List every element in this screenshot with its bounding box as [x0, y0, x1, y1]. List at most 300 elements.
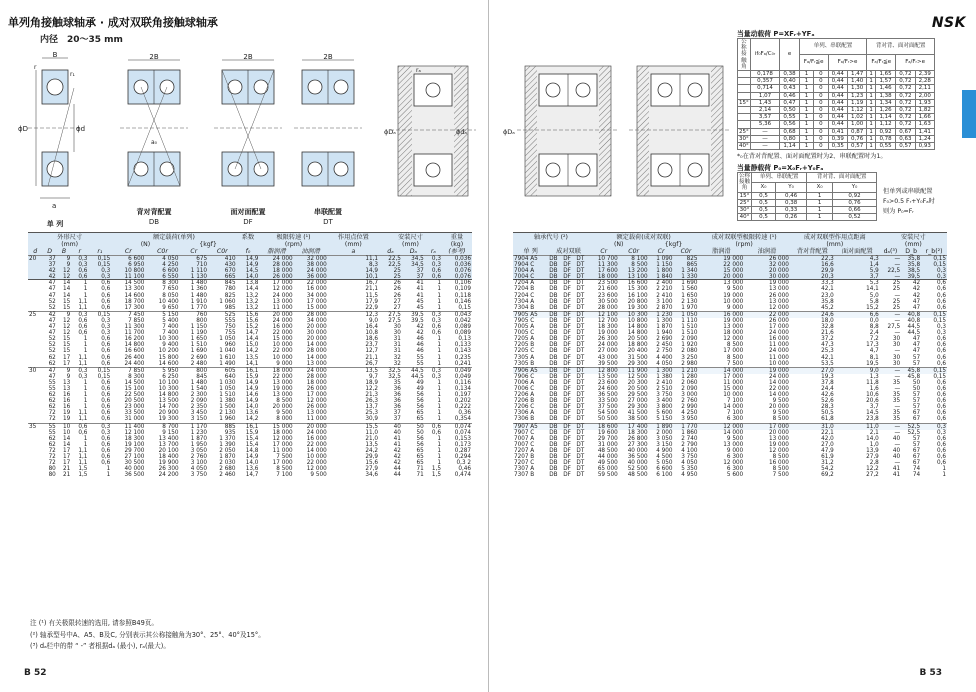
table-cell: 47,3	[821, 342, 834, 349]
factor-cell: 0,52	[833, 214, 877, 221]
factor-cell	[738, 85, 751, 92]
table-cell: 14 000	[306, 354, 327, 361]
table-cell: 1 960	[219, 416, 236, 423]
table-cell: 33 500	[597, 398, 618, 405]
table-cell: 1	[437, 348, 441, 355]
table-cell: 8 500	[726, 342, 744, 349]
table-cell: DT	[576, 379, 585, 386]
table-cell: 15,9	[245, 429, 259, 436]
table-cell: —	[894, 460, 901, 467]
table-cell: 0,6	[101, 280, 111, 287]
table-cell: 26 300	[597, 336, 618, 343]
table-cell: 14,9	[237, 256, 260, 263]
table-cell: 800	[196, 317, 208, 324]
table-cell: DB	[549, 280, 558, 287]
hdr-install-pair-unit: (mm)	[904, 241, 922, 248]
table-cell: 20 000	[294, 423, 328, 430]
table-cell: 80	[48, 466, 56, 473]
table-cell: DT	[576, 292, 585, 299]
table-cell: 9 500	[726, 435, 744, 442]
table-cell: 2 410	[656, 379, 673, 386]
table-cell: 27 100	[124, 454, 145, 460]
factor-cell: 1,66	[915, 114, 934, 121]
table-cell: 4 050	[190, 466, 208, 473]
table-cell: 1	[437, 416, 441, 423]
table-cell: 1	[83, 385, 88, 392]
table-cell: 20 500	[124, 398, 145, 405]
table-cell: 1 040	[219, 348, 236, 355]
table-cell: 25	[892, 286, 901, 293]
table-cell: 1 030	[219, 379, 236, 386]
table-cell: 0,089	[454, 324, 471, 331]
factor-row	[738, 135, 935, 142]
table-cell: 22 000	[272, 330, 293, 337]
table-cell: 1	[83, 336, 88, 343]
table-cell: 19 600	[597, 429, 618, 436]
table-cell: DB	[549, 262, 558, 269]
table-cell: 37	[393, 416, 401, 423]
table-cell: 26 000	[272, 274, 293, 281]
table-cell: 2 760	[190, 454, 208, 460]
factor-cell: 1	[799, 71, 813, 78]
hdr-load-pair-kgf: {kgf}	[664, 241, 683, 248]
table-cell: 13,5	[328, 367, 379, 374]
table-cell: 11 300	[597, 262, 618, 269]
table-cell: 15 000	[306, 304, 327, 311]
factor-cell: 40°	[738, 214, 752, 221]
table-cell: DB	[549, 454, 558, 460]
table-cell: 0,6	[936, 298, 946, 305]
table-cell: 2,8	[869, 460, 879, 467]
hdr-weight-unit: (kg)	[450, 241, 464, 248]
table-cell: 7007 C	[514, 441, 535, 448]
table-cell: 55	[48, 385, 56, 392]
table-cell: 24 000	[259, 256, 293, 263]
table-cell: 46	[416, 348, 424, 355]
table-cell: DB	[548, 423, 562, 430]
factor-cell: 25°	[739, 128, 749, 135]
table-cell: 7006 C	[514, 385, 535, 392]
table-cell: 17 600	[597, 268, 618, 275]
section-tab	[962, 90, 976, 138]
table-cell: 2 050	[219, 447, 236, 454]
factor-cell: 0,92	[875, 128, 895, 135]
table-cell: 1	[437, 292, 441, 299]
table-cell: 0,6	[431, 324, 441, 331]
table-cell: DB	[549, 324, 558, 331]
table-cell: 0,3	[71, 256, 88, 263]
factor-cell: 0	[814, 71, 828, 78]
factor-row	[738, 78, 935, 85]
table-cell: 53,5	[821, 360, 834, 367]
table-cell: 1 110	[190, 268, 208, 275]
table-cell: 34,5	[402, 256, 425, 263]
factor-cell: 1	[799, 92, 813, 99]
table-cell: DB	[549, 348, 558, 355]
table-cell: 0,6	[71, 423, 88, 430]
table-cell: 30 500	[124, 460, 145, 467]
table-cell: 755	[224, 330, 236, 337]
table-cell: 19 000	[723, 317, 744, 324]
factor-cell: 0,44	[828, 85, 847, 92]
table-cell: 10	[62, 429, 71, 436]
table-cell: 4 950	[681, 472, 698, 479]
table-cell: 27 000	[627, 398, 648, 405]
table-cell: 0,134	[454, 385, 471, 392]
table-cell: 14,9	[245, 262, 259, 269]
table-cell: 7306 B	[514, 416, 535, 423]
fac-c1: Fₐ/Fᵣ≦e	[799, 55, 828, 71]
table-cell: 74	[912, 472, 921, 479]
table-cell: 31,0	[790, 423, 835, 430]
table-cell: 0,202	[454, 398, 471, 405]
factor-cell: 1,57	[875, 78, 895, 85]
table-cell: 7004 C	[514, 274, 535, 281]
table-cell: 34 000	[306, 292, 327, 299]
table-cell: 0,042	[454, 317, 471, 324]
table-cell: 14,2	[245, 348, 259, 355]
table-cell: 18,9	[365, 379, 379, 386]
table-cell: 13,7	[365, 404, 379, 411]
fac-single-hdr: 单列、串联配置	[799, 39, 867, 55]
factor-cell: 0,38	[776, 199, 807, 206]
table-cell: 14,1	[866, 286, 879, 293]
table-cell: 57	[912, 360, 921, 367]
table-cell: DT	[576, 336, 585, 343]
table-cell: 41	[416, 292, 424, 299]
table-cell: 13 500	[158, 398, 179, 405]
table-cell: DB	[549, 298, 558, 305]
table-cell: 0,6	[78, 324, 88, 331]
label-Da-right: ϕDₐ	[503, 128, 515, 136]
table-cell: DT	[576, 348, 585, 355]
table-cell: 11,0	[835, 423, 880, 430]
table-cell: 55	[416, 354, 424, 361]
factor-cell: 0,72	[896, 78, 915, 85]
table-row	[28, 256, 472, 263]
table-cell: 50	[912, 385, 921, 392]
table-cell: 13 700	[158, 441, 179, 448]
table-cell: —	[894, 274, 901, 281]
table-cell: 8 500	[772, 416, 789, 423]
table-cell: 555	[224, 317, 236, 324]
table-cell: 2 030	[219, 460, 236, 467]
table-cell: 47	[912, 336, 921, 343]
table-cell: DT	[575, 256, 588, 263]
table-cell: 1,0	[869, 441, 879, 448]
table-cell: 1 650	[681, 292, 698, 299]
table-cell: 15 000	[723, 268, 744, 275]
table-cell: 0,3 2	[456, 460, 471, 467]
table-cell: 12	[62, 324, 71, 331]
factor-cell: 1	[867, 128, 876, 135]
table-cell: 47	[48, 280, 56, 287]
table-cell: 26 400	[124, 354, 145, 361]
table-cell: 12 000	[768, 304, 789, 311]
table-cell: 35	[28, 423, 42, 430]
table-cell: 1 510	[681, 330, 698, 337]
table-cell: 52,5	[901, 423, 921, 430]
table-cell: 20 000	[768, 429, 789, 436]
table-cell: 1 690	[190, 348, 208, 355]
table-cell: 35	[892, 410, 901, 417]
factor-cell: 1,19	[847, 99, 866, 106]
table-cell: 13,5	[245, 354, 259, 361]
table-cell: 4 250	[681, 410, 698, 417]
table-cell: 62	[48, 354, 56, 361]
table-cell: 17 400	[619, 423, 649, 430]
table-cell: 20	[28, 256, 42, 263]
factor-cell: 0	[814, 135, 828, 142]
table-cell: 0,3	[101, 429, 111, 436]
factor-cell: 1	[867, 107, 876, 114]
factor-cell: 0,67	[896, 128, 915, 135]
table-cell: 2 460	[219, 472, 236, 479]
table-cell: 1,5	[78, 472, 88, 479]
hdr-r: r	[78, 248, 82, 255]
table-cell: 8 500	[631, 262, 648, 269]
table-cell: 1	[83, 379, 88, 386]
table-cell: 57	[912, 441, 921, 448]
factor-cell: 0,68	[780, 128, 799, 135]
table-cell: DF	[563, 354, 571, 361]
table-cell: 0,116	[454, 379, 471, 386]
factor-cell: 0,41	[828, 128, 847, 135]
table-cell: DT	[576, 454, 585, 460]
factor-cell: —	[750, 128, 780, 135]
table-cell: 18 000	[597, 274, 618, 281]
table-cell: 0,6	[936, 360, 946, 367]
factor-cell: 0,46	[780, 92, 799, 99]
table-cell: 36 500	[124, 472, 145, 479]
table-cell: 61,8	[821, 416, 834, 423]
table-cell: 0,173	[454, 441, 471, 448]
table-cell: 13,8	[245, 280, 259, 287]
table-cell: 12,3	[328, 311, 379, 318]
table-cell: 17	[62, 447, 71, 454]
table-cell: 3 450	[190, 410, 208, 417]
table-cell: 42	[393, 454, 401, 460]
table-cell: 1 300	[649, 367, 674, 374]
table-cell: 15,4	[245, 435, 259, 442]
table-cell: 1 860	[681, 429, 698, 436]
table-cell: 0,049	[442, 367, 472, 374]
table-cell: 30 000	[306, 330, 327, 337]
table-cell: DT	[576, 460, 585, 467]
table-cell: 0,6	[425, 423, 442, 430]
table-cell: 71	[416, 466, 424, 473]
table-cell: 1,5	[431, 472, 441, 479]
table-cell: 38 000	[306, 262, 327, 269]
table-cell: DT	[576, 373, 585, 380]
table-cell: 27,9	[365, 466, 379, 473]
table-cell: 12 000	[306, 398, 327, 405]
factor-cell: 0,46	[776, 192, 807, 199]
table-cell: 2 990	[681, 404, 698, 411]
factor-cell: 30°	[739, 135, 749, 142]
table-cell: 0,6	[101, 447, 111, 454]
table-cell: 800	[180, 367, 209, 374]
table-cell: 1 480	[190, 280, 208, 287]
table-cell: 26,7	[365, 360, 379, 367]
table-cell: 67	[912, 454, 921, 460]
table-cell: 32,5	[379, 367, 402, 374]
table-cell: 6 600	[656, 466, 673, 473]
factor-cell	[738, 114, 751, 121]
table-cell: 15 000	[723, 385, 744, 392]
label-B: B	[52, 51, 58, 59]
table-cell: 11 000	[306, 416, 327, 423]
table-cell: 13 000	[768, 298, 789, 305]
table-cell: 22 000	[272, 348, 293, 355]
table-cell: 1 770	[674, 423, 699, 430]
table-cell: 1	[437, 298, 441, 305]
table-cell: 0,6	[101, 410, 111, 417]
table-cell: 65	[416, 447, 424, 454]
table-cell: 12 000	[306, 466, 327, 473]
factor-cell: 1,12	[847, 107, 866, 114]
table-cell: 65	[416, 454, 424, 460]
factor-cell: 1,65	[875, 71, 895, 78]
table-cell: 1 870	[190, 435, 208, 442]
hdr-load-kgf: {kgf}	[199, 241, 217, 248]
hdr-pos-pair: 成对双联型作用点距离	[803, 234, 866, 241]
table-cell: 2 060	[681, 379, 698, 386]
table-cell: 1 510	[219, 392, 236, 399]
factor-row	[738, 99, 935, 106]
table-cell: 0,15	[88, 311, 111, 318]
table-cell: 12 000	[699, 423, 745, 430]
table-cell: 0,146	[454, 298, 471, 305]
table-cell: DT	[575, 423, 588, 430]
factor-cell: 1	[867, 85, 876, 92]
table-cell: 605	[208, 367, 237, 374]
table-cell: 52	[48, 336, 56, 343]
hdr-dims-unit: (mm)	[61, 241, 79, 248]
table-cell: 0,15	[88, 256, 111, 263]
table-cell: 14 000	[306, 342, 327, 349]
table-cell: 1	[437, 410, 441, 417]
table-cell: 50	[912, 379, 921, 386]
table-cell: 13,2	[245, 298, 259, 305]
table-cell: 29,9	[821, 268, 834, 275]
table-cell: 39,5	[411, 317, 424, 324]
table-cell: 11 000	[768, 342, 789, 349]
table-cell: 25	[393, 268, 401, 275]
table-cell: 0,3	[431, 262, 441, 269]
hdr-ra: rₐ	[430, 248, 436, 255]
table-cell: 49	[416, 385, 424, 392]
table-cell: 32 000	[294, 256, 328, 263]
table-cell: 13,9	[866, 447, 879, 454]
factor-cell: 1,63	[915, 121, 934, 128]
table-cell: 7007 A	[514, 435, 535, 442]
table-cell: 50	[416, 429, 424, 436]
table-cell: 44,5	[402, 367, 425, 374]
table-cell: 7205 C	[514, 348, 535, 355]
hdr-pos: 作用点位置	[337, 234, 369, 241]
table-cell: 670	[224, 268, 236, 275]
table-cell: 7305 B	[514, 360, 535, 367]
table-cell: 14,9	[245, 385, 259, 392]
table-cell: DB	[549, 268, 558, 275]
table-cell: 0,6	[101, 298, 111, 305]
table-cell: 11 400	[111, 423, 145, 430]
factor-cell: 0	[814, 78, 828, 85]
table-cell: 0,6	[936, 336, 946, 343]
table-cell: 41	[416, 286, 424, 293]
table-cell: 9	[57, 311, 71, 318]
table-cell: 28 000	[306, 373, 327, 380]
table-cell: 36	[393, 404, 401, 411]
table-cell: DF	[563, 385, 571, 392]
table-cell: 2 130	[681, 298, 698, 305]
table-cell: 14,4	[245, 336, 259, 343]
table-cell: 1 170	[180, 423, 209, 430]
table-cell: DB	[549, 274, 558, 281]
factor-cell: 0,56	[780, 121, 799, 128]
footnote-2: (²) 轴承型号中A、A5、B及C, 分别表示其公称接触角为30°、25°、40°及15°。	[30, 630, 265, 639]
table-cell: 1	[437, 441, 441, 448]
table-cell: 41	[892, 472, 901, 479]
table-cell: 67	[912, 410, 921, 417]
table-cell: 1	[437, 460, 441, 467]
table-cell: 20 900	[158, 410, 179, 417]
factor-row	[738, 114, 935, 121]
table-cell: 935	[224, 429, 236, 436]
table-cell: 32,8	[821, 324, 834, 331]
table-cell: 1 280	[681, 373, 698, 380]
label-a: a	[52, 202, 57, 210]
table-cell: 1 970	[681, 304, 698, 311]
table-cell: 23,0	[821, 292, 834, 299]
factor-cell: 0,93	[915, 143, 934, 150]
table-cell: 7204 B	[514, 286, 535, 293]
factor-row	[738, 85, 935, 92]
table-cell: 32	[393, 354, 401, 361]
table-cell: DB	[549, 441, 558, 448]
table-cell: 14 000	[723, 429, 744, 436]
table-cell: 22 000	[306, 280, 327, 287]
table-cell: 13 200	[627, 268, 648, 275]
table-cell: 825	[224, 292, 236, 299]
table-cell: 14	[62, 286, 71, 293]
table-cell: 1	[942, 466, 946, 473]
table-cell: DB	[548, 367, 562, 374]
table-cell: 1 510	[681, 324, 698, 331]
table-cell: 0,6	[936, 441, 946, 448]
table-cell: 24 000	[272, 292, 293, 299]
table-cell: 40	[379, 423, 402, 430]
factor-cell	[738, 92, 751, 99]
table-cell: 42	[42, 311, 56, 318]
table-cell: 16 000	[306, 286, 327, 293]
bearing-diagrams	[10, 48, 480, 230]
table-cell: 5,0	[869, 292, 879, 299]
table-cell: 0,6	[101, 354, 111, 361]
table-cell: 41	[892, 466, 901, 473]
hdr-approx: (参考)	[448, 248, 466, 255]
table-cell: 11,8	[866, 379, 879, 386]
table-cell: 9 500	[772, 398, 789, 405]
table-cell: 9 000	[726, 304, 744, 311]
table-cell: 47	[48, 292, 56, 299]
table-cell: 7 450	[111, 311, 145, 318]
factor-cell: 1	[867, 135, 876, 142]
table-cell: 5 400	[162, 317, 179, 324]
table-cell: 35,8	[821, 298, 834, 305]
table-row	[513, 361, 947, 368]
